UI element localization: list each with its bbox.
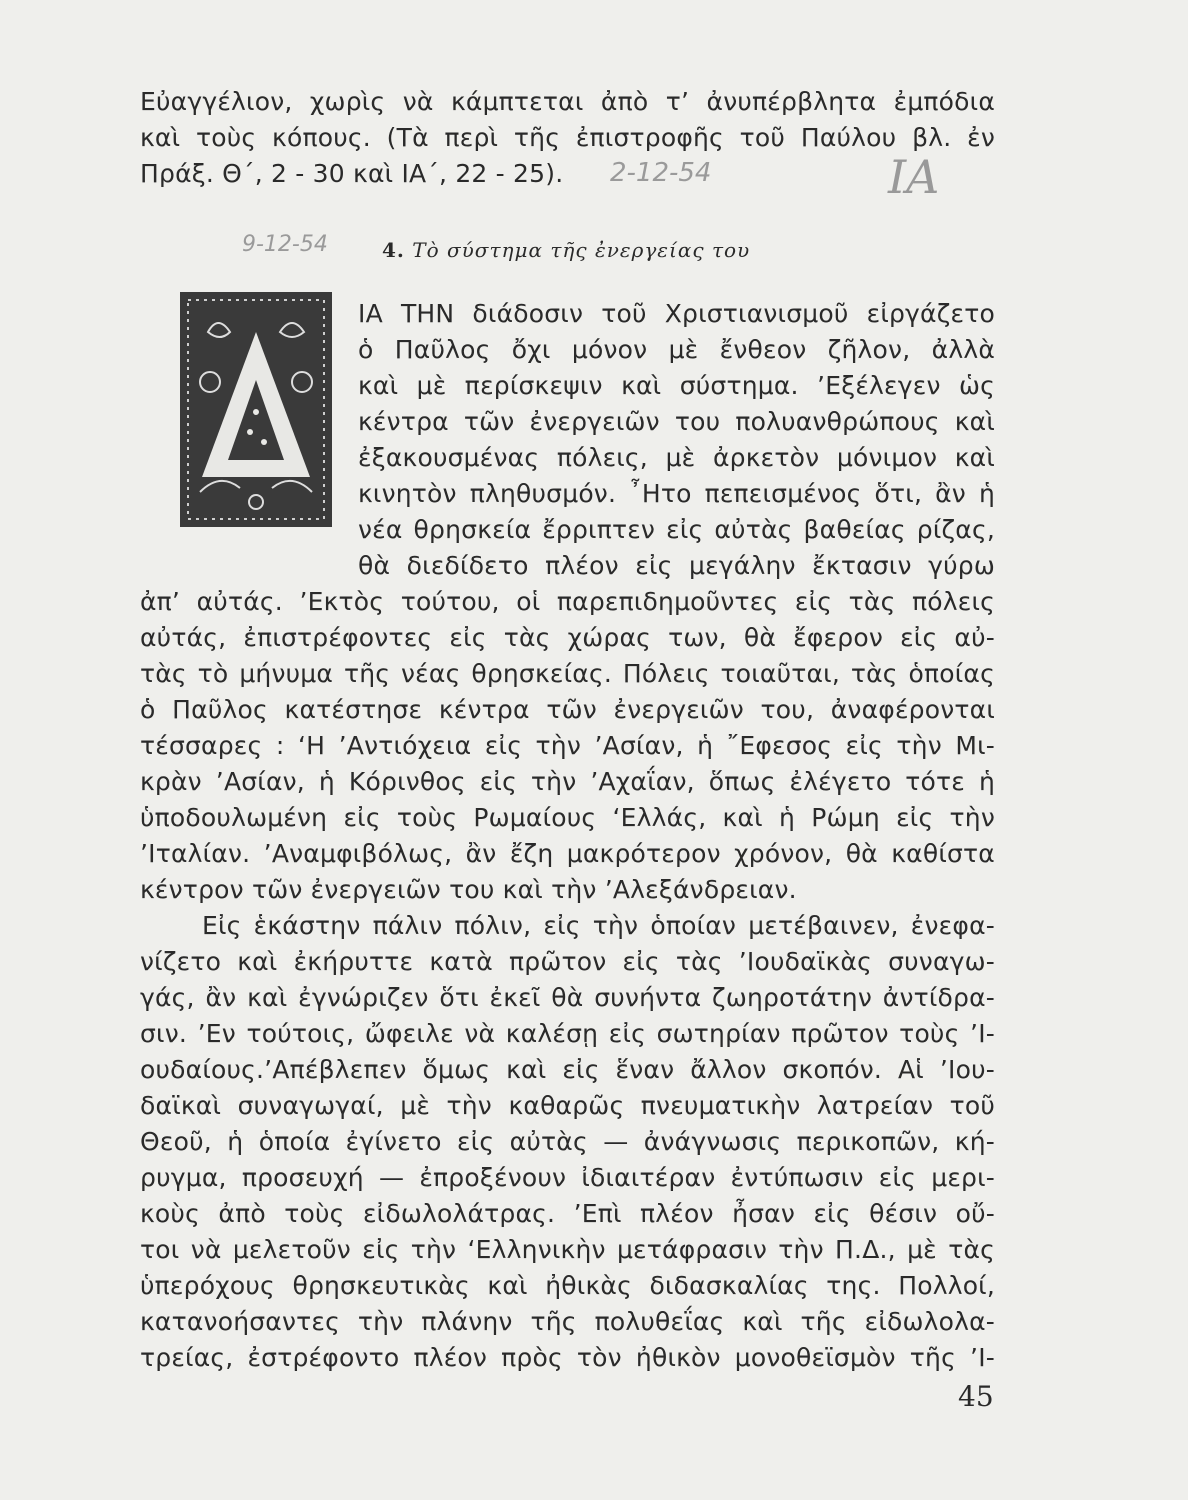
text-line: ὁ Παῦλος κατέστησε κέντρα τῶν ἐνεργειῶν του, ἀναφέρονται xyxy=(140,695,995,724)
text-line: θὰ διεδίδετο πλέον εἰς μεγάλην ἔκτασιν γύρω xyxy=(358,551,995,580)
section-title: Τὸ σύστημα τῆς ἐνεργείας του xyxy=(412,238,751,262)
text-line: νέα θρησκεία ἔρριπτεν εἰς αὐτὰς βαθείας ρίζας, xyxy=(358,515,995,544)
text-line: ουδαίους.’Απέβλεπεν ὅμως καὶ εἰς ἕναν ἄλλον σκοπόν. Αἱ ’Ιου- xyxy=(140,1055,995,1084)
text-line: σιν. ’Εν τούτοις, ὤφειλε νὰ καλέσῃ εἰς σωτηρίαν πρῶτον τοὺς ’Ι- xyxy=(140,1019,995,1048)
ornament-frame-icon xyxy=(180,292,332,527)
text-line: τέσσαρες : ‘Η ’Αντιόχεια εἰς τὴν ’Ασίαν, ἡ ῎Εφεσος εἰς τὴν Μι- xyxy=(140,731,995,760)
text-line: ἐξακουσμένας πόλεις, μὲ ἀρκετὸν μόνιμον καὶ xyxy=(358,443,995,472)
section-heading xyxy=(382,238,750,262)
text-line: κινητὸν πληθυσμόν. ῏Ητο πεπεισμένος ὅτι, ἂν ἡ xyxy=(358,479,995,508)
handwritten-date: 2-12-54 xyxy=(610,158,712,188)
text-line: κέντρα τῶν ἐνεργειῶν του πολυανθρώπους καὶ xyxy=(358,407,995,436)
text-line: δαϊκαὶ συναγωγαί, μὲ τὴν καθαρῶς πνευματικὴν λατρείαν τοῦ xyxy=(140,1091,995,1120)
margin-annotation: ΙΑ xyxy=(888,150,940,204)
text-line: τρείας, ἐστρέφοντο πλέον πρὸς τὸν ἠθικὸν μονοθεϊσμὸν τῆς ’Ι- xyxy=(140,1343,995,1372)
text-line: γάς, ἂν καὶ ἐγνώριζεν ὅτι ἐκεῖ θὰ συνήντα ζωηροτάτην ἀντίδρα- xyxy=(140,983,995,1012)
text-line: Εἰς ἑκάστην πάλιν πόλιν, εἰς τὴν ὁποίαν μετέβαινεν, ἐνεφα- xyxy=(202,911,995,940)
text-line: Θεοῦ, ἡ ὁποία ἐγίνετο εἰς αὐτὰς — ἀνάγνωσις περικοπῶν, κή- xyxy=(140,1127,995,1156)
text-line: ἀπ’ αὐτάς. ’Εκτὸς τούτου, οἱ παρεπιδημοῦντες εἰς τὰς πόλεις xyxy=(140,587,995,616)
text-line: Εὐαγγέλιον, χωρὶς νὰ κάμπτεται ἀπὸ τ’ ἀνυπέρβλητα ἐμπόδια xyxy=(140,87,995,116)
handwritten-date: 9-12-54 xyxy=(242,232,328,257)
text-line: καὶ μὲ περίσκεψιν καὶ σύστημα. ’Εξέλεγεν ὡς xyxy=(358,371,995,400)
text-line: κοὺς ἀπὸ τοὺς εἰδωλολάτρας. ’Επὶ πλέον ἦσαν εἰς θέσιν οὔ- xyxy=(140,1199,995,1228)
text-line: Πράξ. Θ΄, 2 - 30 καὶ ΙΑ΄, 22 - 25). xyxy=(140,159,564,188)
text-line: τοι νὰ μελετοῦν εἰς τὴν ‘Ελληνικὴν μετάφρασιν τὴν Π.Δ., μὲ τὰς xyxy=(140,1235,995,1264)
section-number: 4. xyxy=(382,238,405,262)
text-line: κέντρον τῶν ἐνεργειῶν του καὶ τὴν ’Αλεξάνδρειαν. xyxy=(140,875,797,904)
text-line: τὰς τὸ μήνυμα τῆς νέας θρησκείας. Πόλεις τοιαῦται, τὰς ὁποίας xyxy=(140,659,995,688)
text-line: καὶ τοὺς κόπους. (Τὰ περὶ τῆς ἐπιστροφῆς τοῦ Παύλου βλ. ἐν xyxy=(140,123,995,152)
decorated-initial xyxy=(180,292,332,527)
text-line: νίζετο καὶ ἐκήρυττε κατὰ πρῶτον εἰς τὰς ’Ιουδαϊκὰς συναγω- xyxy=(140,947,995,976)
text-line: ὑπερόχους θρησκευτικὰς καὶ ἠθικὰς διδασκαλίας της. Πολλοί, xyxy=(140,1271,995,1300)
text-line: ’Ιταλίαν. ’Αναμφιβόλως, ἂν ἔζη μακρότερον χρόνον, θὰ καθίστα xyxy=(140,839,995,868)
text-line: κατανοήσαντες τὴν πλάνην τῆς πολυθεΐας καὶ τῆς εἰδωλολα- xyxy=(140,1307,995,1336)
page-number: 45 xyxy=(958,1380,994,1413)
text-line: κρὰν ’Ασίαν, ἡ Κόρινθος εἰς τὴν ’Αχαΐαν, ὅπως ἐλέγετο τότε ἡ xyxy=(140,767,995,796)
text-line: αὐτάς, ἐπιστρέφοντες εἰς τὰς χώρας των, θὰ ἔφερον εἰς αὐ- xyxy=(140,623,995,652)
text-line: ὁ Παῦλος ὄχι μόνον μὲ ἔνθεον ζῆλον, ἀλλὰ xyxy=(358,335,995,364)
text-line: ρυγμα, προσευχή — ἐπροξένουν ἰδιαιτέραν ἐντύπωσιν εἰς μερι- xyxy=(140,1163,995,1192)
text-line: ΙΑ ΤΗΝ διάδοσιν τοῦ Χριστιανισμοῦ εἰργάζετο xyxy=(358,299,995,328)
text-line: ὑποδουλωμένη εἰς τοὺς Ρωμαίους ‘Ελλάς, καὶ ἡ Ρώμη εἰς τὴν xyxy=(140,803,995,832)
